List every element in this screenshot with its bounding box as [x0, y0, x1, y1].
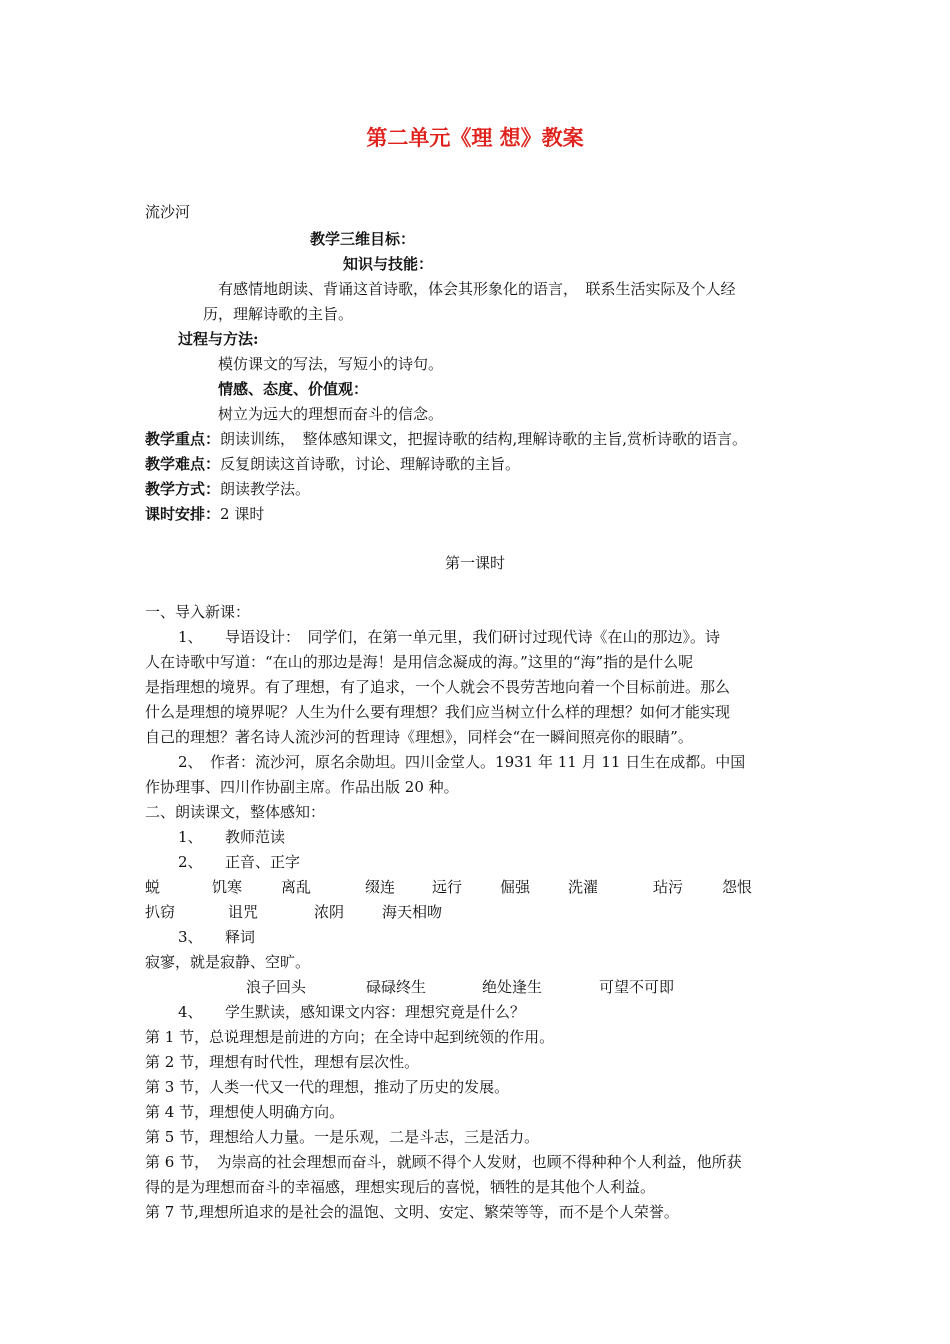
step-line: 1、 教师范读: [178, 828, 286, 846]
paragraph-line: 人在诗歌中写道：“在山的那边是海！是用信念凝成的海。”这里的“海”指的是什么呢: [145, 653, 694, 671]
vocab-word: 怨恨: [722, 878, 753, 896]
info-text: 朗读训练， 整体感知课文，把握诗歌的结构,理解诗歌的主旨,赏析诗歌的语言。: [220, 430, 748, 448]
vocab-word: 洗濯: [568, 878, 599, 896]
info-row: [145, 479, 310, 499]
vocab-word: 饥寒: [212, 878, 243, 896]
step-line: 2、 正音、正字: [178, 853, 301, 871]
stanza-summary: 第 1 节，总说理想是前进的方向；在全诗中起到统领的作用。: [145, 1028, 555, 1046]
section-heading: 二、朗读课文，整体感知：: [145, 803, 326, 821]
paragraph-line: 是指理想的境界。有了理想，有了追求，一个人就会不畏劳苦地向着一个目标前进。那么: [145, 678, 731, 696]
stanza-summary: 得的是为理想而奋斗的幸福感，理想实现后的喜悦，牺牲的是其他个人利益。: [145, 1178, 656, 1196]
info-label: 课时安排：: [145, 505, 221, 523]
process-heading: 过程与方法:: [178, 330, 259, 348]
info-label: 教学难点：: [145, 455, 221, 473]
stanza-summary: 第 4 节，理想使人明确方向。: [145, 1103, 345, 1121]
vocab-word: 远行: [432, 878, 463, 896]
vocab-word: 缀连: [365, 878, 396, 896]
process-text: 模仿课文的写法，写短小的诗句。: [218, 355, 444, 373]
step-line: 4、 学生默读，感知课文内容：理想究竟是什么？: [178, 1003, 526, 1021]
author-name: 流沙河: [145, 203, 191, 221]
paragraph-line: 作协理事、四川作协副主席。作品出版 20 种。: [145, 778, 459, 796]
word-row: [0, 902, 950, 922]
info-text: 朗读教学法。: [220, 480, 311, 498]
vocab-word: 蜕: [145, 878, 161, 896]
paragraph-line: 什么是理想的境界呢？人生为什么要有理想？我们应当树立什么样的理想？如何才能实现: [145, 703, 731, 721]
info-text: 2 课时: [220, 505, 265, 523]
stanza-summary: 第 3 节，人类一代又一代的理想，推动了历史的发展。: [145, 1078, 510, 1096]
definition-line: 寂寥，就是寂静、空旷。: [145, 953, 311, 971]
paragraph-line: 自己的理想？著名诗人流沙河的哲理诗《理想》，同样会“在一瞬间照亮你的眼睛”。: [145, 728, 693, 746]
knowledge-text: 有感情地朗读、背诵这首诗歌，体会其形象化的语言， 联系生活实际及个人经: [218, 280, 736, 298]
paragraph-line: 1、 导语设计： 同学们，在第一单元里，我们研讨过现代诗《在山的那边》。诗: [178, 628, 721, 646]
vocab-word: 可望不可即: [599, 978, 675, 996]
vocab-word: 海天相吻: [382, 903, 443, 921]
vocab-word: 浪子回头: [246, 978, 307, 996]
vocab-word: 离乱: [281, 878, 312, 896]
vocab-word: 诅咒: [228, 903, 259, 921]
stanza-summary: 第 2 节，理想有时代性，理想有层次性。: [145, 1053, 420, 1071]
section-heading: 一、导入新课：: [145, 603, 251, 621]
info-label: 教学重点：: [145, 430, 221, 448]
knowledge-heading: 知识与技能：: [343, 255, 434, 273]
word-row: [0, 977, 950, 997]
vocab-word: 碌碌终生: [366, 978, 427, 996]
vocab-word: 绝处逢生: [482, 978, 543, 996]
info-row: [145, 454, 520, 474]
vocab-word: 浓阴: [314, 903, 345, 921]
vocab-word: 倔强: [500, 878, 531, 896]
stanza-summary: 第 7 节,理想所追求的是社会的温饱、文明、安定、繁荣等等，而不是个人荣誉。: [145, 1203, 679, 1221]
vocab-word: 扒窃: [145, 903, 176, 921]
info-row: [145, 429, 747, 449]
knowledge-text: 历，理解诗歌的主旨。: [203, 305, 354, 323]
paragraph-line: 2、 作者：流沙河，原名余勋坦。四川金堂人。1931 年 11 月 11 日生在成都。中国: [178, 753, 746, 771]
step-line: 3、 释词: [178, 928, 256, 946]
info-row: [145, 504, 264, 524]
info-label: 教学方式：: [145, 480, 221, 498]
goals-heading: 教学三维目标：: [310, 230, 416, 248]
info-text: 反复朗读这首诗歌，讨论、理解诗歌的主旨。: [220, 455, 521, 473]
vocab-word: 玷污: [653, 878, 684, 896]
emotion-heading: 情感、态度、价值观：: [218, 380, 369, 398]
emotion-text: 树立为远大的理想而奋斗的信念。: [218, 405, 444, 423]
document-title: 第二单元《理 想》教案: [366, 126, 584, 150]
stanza-summary: 第 6 节， 为崇高的社会理想而奋斗，就顾不得个人发财，也顾不得种种个人利益，他所获: [145, 1153, 742, 1171]
lesson-title: 第一课时: [444, 554, 505, 572]
word-row: [0, 877, 950, 897]
stanza-summary: 第 5 节，理想给人力量。一是乐观，二是斗志，三是活力。: [145, 1128, 540, 1146]
